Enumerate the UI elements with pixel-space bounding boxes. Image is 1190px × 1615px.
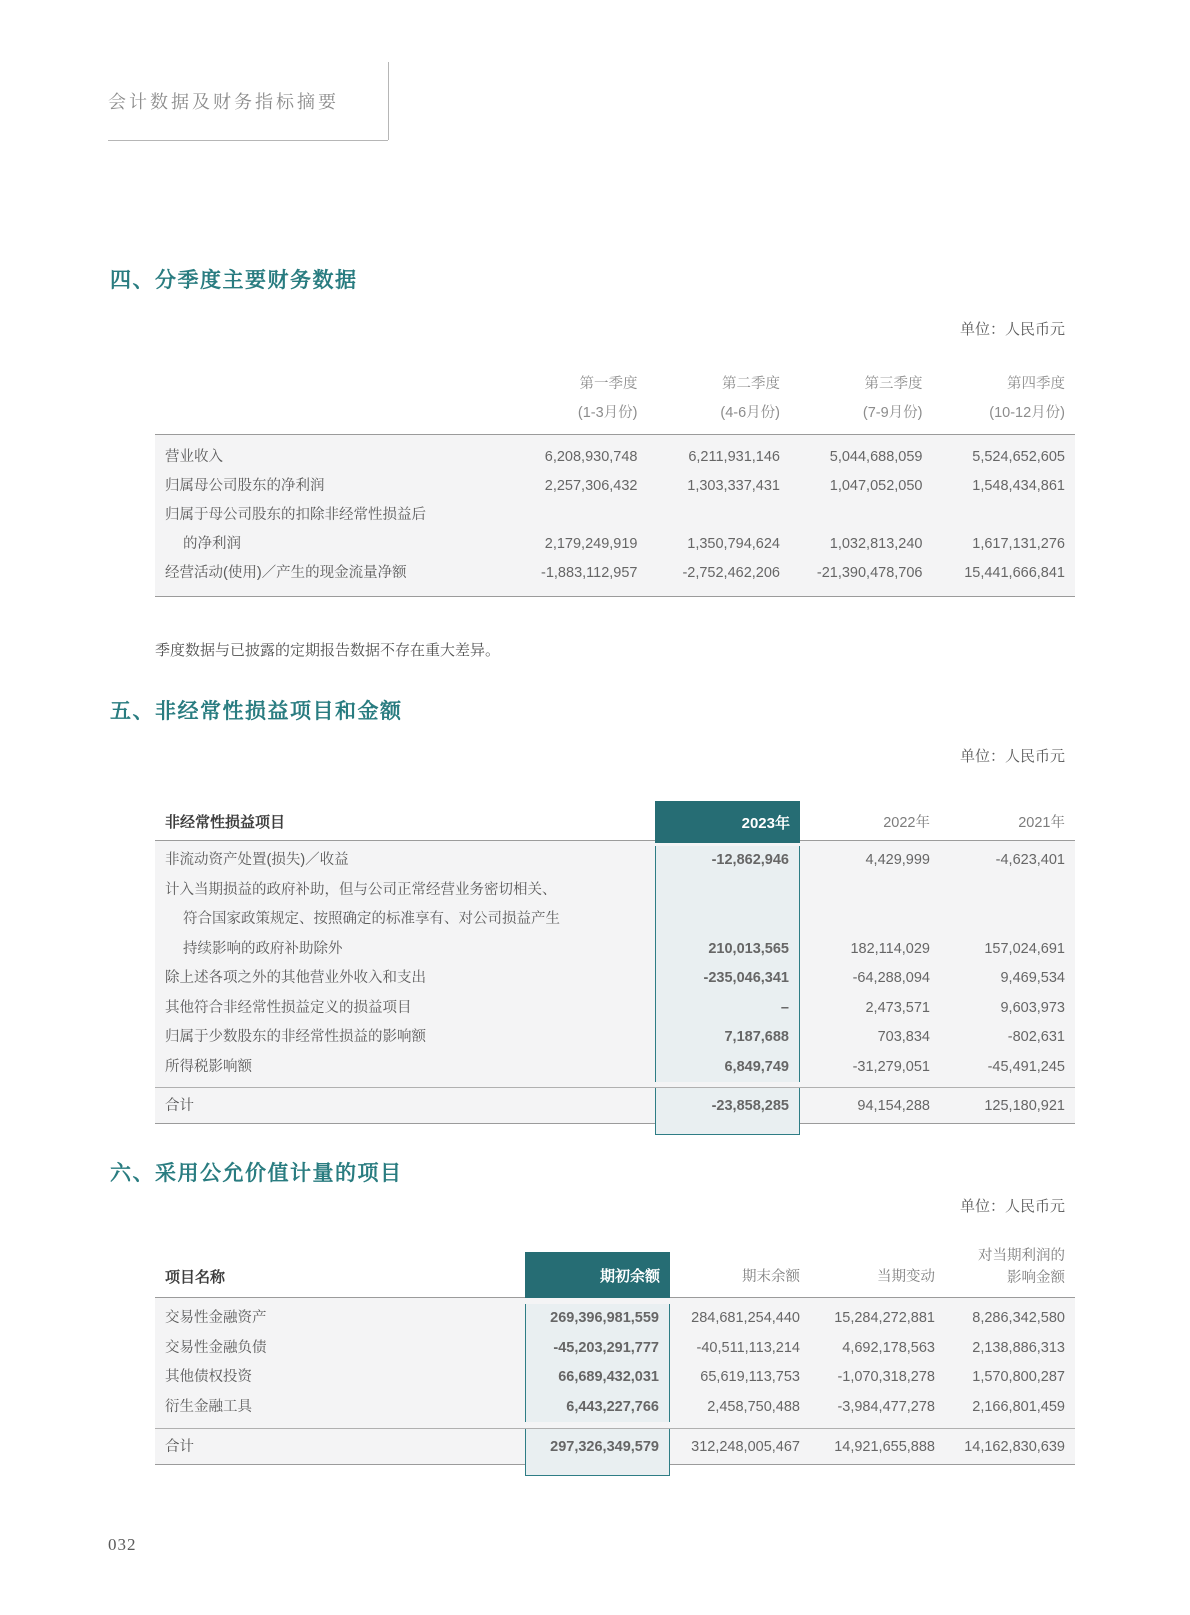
table-row (155, 1363, 1075, 1393)
chapter-title: 会计数据及财务指标摘要 (108, 92, 339, 112)
cell-value: 2,179,249,919 (544, 536, 638, 552)
cell-value: 2,473,571 (865, 999, 930, 1016)
col-header-line: (10-12月份) (989, 405, 1065, 421)
section-6-title: 六、采用公允价值计量的项目 (110, 1161, 403, 1185)
page-number: 032 (108, 1535, 137, 1554)
cell-value: 9,603,973 (1000, 999, 1065, 1016)
unit-label: 单位：人民币元 (959, 748, 1065, 765)
cell-value: 14,921,655,888 (834, 1439, 935, 1455)
cell-value: 2,257,306,432 (544, 478, 638, 494)
cell-value (933, 501, 1076, 530)
cell-value: -45,491,245 (987, 1058, 1065, 1075)
cell-value: 2,458,750,488 (707, 1398, 800, 1415)
cell-value: 6,208,930,748 (544, 449, 638, 465)
cell-label: 持续影响的政府补助除外 (183, 940, 343, 957)
cell-label: 的净利润 (183, 536, 241, 552)
cell-label: 非流动资产处置(损失)／收益 (165, 852, 349, 868)
cell-value: 1,548,434,861 (972, 478, 1065, 494)
col-header-line: 影响金额 (1007, 1270, 1065, 1286)
table-row (155, 846, 1075, 876)
table-row (155, 935, 1075, 965)
table-row (155, 530, 1075, 559)
nonrecurring-table (155, 801, 1075, 1135)
cell-value-2023: 6,849,749 (655, 1053, 800, 1083)
unit-label: 单位：人民币元 (959, 1198, 1065, 1215)
cell-value: -21,390,478,706 (816, 565, 923, 581)
cell-value-2023: 7,187,688 (655, 1023, 800, 1053)
cell-value: 157,024,691 (984, 940, 1065, 957)
cell-value: 15,441,666,841 (964, 565, 1065, 581)
col-header-line: (4-6月份) (720, 405, 780, 421)
cell-value: 2,138,886,313 (972, 1339, 1065, 1356)
cell-value: 1,032,813,240 (829, 536, 923, 552)
cell-value (505, 501, 648, 530)
cell-value: 9,469,534 (1000, 970, 1065, 986)
cell-value: -1,883,112,957 (541, 565, 638, 581)
total-row (155, 1087, 1075, 1124)
col-header-q3 (790, 370, 933, 428)
cell-opening-balance: -45,203,291,777 (525, 1334, 670, 1364)
table-row (155, 1393, 1075, 1423)
cell-label: 归属于母公司股东的扣除非经常性损益后 (165, 507, 426, 523)
cell-value: -64,288,094 (852, 970, 930, 986)
cell-value: 182,114,029 (850, 940, 930, 957)
cell-label: 合计 (165, 1439, 194, 1455)
table-row (155, 964, 1075, 994)
cell-label: 除上述各项之外的其他营业外收入和支出 (165, 970, 426, 986)
cell-value: 312,248,005,467 (691, 1439, 800, 1455)
col-header-period-change: 当期变动 (877, 1269, 935, 1285)
col-header-item-name: 项目名称 (165, 1269, 226, 1286)
cell-value-2023 (655, 905, 800, 935)
quarterly-table-header (155, 370, 1075, 435)
table-row (155, 994, 1075, 1024)
cell-value: 94,154,288 (857, 1098, 930, 1114)
table-row (155, 501, 1075, 530)
cell-value: 1,570,800,287 (972, 1369, 1065, 1385)
cell-value: 1,617,131,276 (972, 536, 1065, 552)
col-header-2021: 2021年 (1018, 815, 1065, 831)
col-header-line: 第四季度 (1007, 376, 1065, 392)
cell-label: 归属于少数股东的非经常性损益的影响额 (165, 1029, 426, 1045)
col-header-line: 第二季度 (722, 376, 780, 392)
cell-value: 284,681,254,440 (691, 1310, 800, 1326)
cell-label: 交易性金融负债 (165, 1339, 267, 1356)
cell-value: 8,286,342,580 (972, 1310, 1065, 1326)
cell-value-2023: -12,862,946 (655, 846, 800, 876)
cell-value: 5,524,652,605 (972, 449, 1065, 465)
fairvalue-table-header (155, 1245, 1075, 1298)
cell-value: 2,166,801,459 (972, 1398, 1065, 1415)
col-header-q1 (505, 370, 648, 428)
col-header-line: 第三季度 (864, 376, 923, 392)
cell-label: 计入当期损益的政府补助，但与公司正常经营业务密切相关、 (165, 881, 557, 898)
cell-value: -3,984,477,278 (837, 1398, 935, 1415)
cell-value-2023: – (655, 994, 800, 1024)
cell-value: -2,752,462,206 (682, 565, 780, 581)
cell-value: -31,279,051 (852, 1058, 930, 1075)
col-header-line: (7-9月份) (862, 405, 923, 421)
cell-value-2023: -23,858,285 (655, 1088, 800, 1125)
cell-value (800, 876, 940, 906)
table-row (155, 1023, 1075, 1053)
header-vertical-divider (388, 62, 389, 140)
unit-label: 单位：人民币元 (959, 321, 1065, 338)
quarterly-note: 季度数据与已披露的定期报告数据不存在重大差异。 (155, 642, 501, 659)
col-header-2023: 2023年 (655, 801, 800, 843)
cell-value: 65,619,113,753 (700, 1369, 800, 1385)
cell-opening-balance: 297,326,349,579 (525, 1429, 670, 1466)
col-header-2022: 2022年 (883, 815, 930, 831)
cell-label: 所得税影响额 (165, 1058, 252, 1075)
fairvalue-table-body (155, 1298, 1075, 1428)
section-5-title: 五、非经常性损益项目和金额 (110, 699, 403, 723)
table-row (155, 905, 1075, 935)
col-header-opening-balance: 期初余额 (525, 1252, 670, 1298)
cell-value: 5,044,688,059 (829, 449, 923, 465)
cell-value (800, 905, 940, 935)
cell-value (790, 501, 933, 530)
quarterly-table (155, 370, 1075, 597)
highlight-column-tail (655, 1124, 800, 1135)
cell-value-2023: -235,046,341 (655, 964, 800, 994)
cell-value: 1,303,337,431 (687, 478, 780, 494)
cell-label: 其他符合非经常性损益定义的损益项目 (165, 999, 412, 1016)
nonrecurring-table-header (155, 801, 1075, 841)
cell-value: 15,284,272,881 (834, 1310, 935, 1326)
cell-opening-balance: 269,396,981,559 (525, 1304, 670, 1334)
total-row (155, 1428, 1075, 1465)
cell-value: 4,429,999 (865, 852, 930, 868)
table-row (155, 1053, 1075, 1083)
cell-value-2023 (655, 876, 800, 906)
cell-label: 其他债权投资 (165, 1369, 252, 1385)
col-header-q4 (933, 370, 1076, 428)
cell-value: 1,047,052,050 (829, 478, 923, 494)
col-header-q2 (648, 370, 791, 428)
cell-label: 归属母公司股东的净利润 (165, 478, 325, 494)
cell-value-2023: 210,013,565 (655, 935, 800, 965)
cell-value (648, 501, 791, 530)
cell-value: -802,631 (1007, 1029, 1065, 1045)
cell-label: 交易性金融资产 (165, 1310, 267, 1326)
col-header-item: 非经常性损益项目 (165, 814, 286, 831)
cell-label: 衍生金融工具 (165, 1398, 252, 1415)
cell-label: 合计 (165, 1098, 194, 1114)
cell-value: 1,350,794,624 (687, 536, 780, 552)
cell-value (940, 905, 1075, 935)
table-row (155, 472, 1075, 501)
cell-value: -4,623,401 (995, 852, 1065, 868)
cell-label: 营业收入 (165, 449, 223, 465)
cell-label: 经营活动(使用)／产生的现金流量净额 (165, 565, 407, 581)
col-header-closing-balance: 期末余额 (742, 1269, 800, 1285)
quarterly-table-body (155, 435, 1075, 597)
table-row (155, 443, 1075, 472)
col-header-profit-impact (945, 1245, 1075, 1297)
nonrecurring-table-body (155, 841, 1075, 1087)
table-row (155, 876, 1075, 906)
cell-value (940, 876, 1075, 906)
section-4-title: 四、分季度主要财务数据 (110, 268, 358, 292)
highlight-column-tail (525, 1465, 670, 1476)
col-header-line: (1-3月份) (577, 405, 638, 421)
cell-value: 125,180,921 (984, 1098, 1065, 1114)
header-horizontal-rule (108, 140, 388, 141)
table-row (155, 1304, 1075, 1334)
cell-value: 703,834 (877, 1029, 930, 1045)
cell-value: -1,070,318,278 (837, 1369, 935, 1385)
table-row (155, 1334, 1075, 1364)
cell-value: 14,162,830,639 (964, 1439, 1065, 1455)
col-header-line: 对当期利润的 (978, 1248, 1065, 1264)
cell-value: 4,692,178,563 (842, 1339, 935, 1356)
cell-opening-balance: 6,443,227,766 (525, 1393, 670, 1423)
cell-header-empty (155, 370, 505, 428)
cell-label: 符合国家政策规定、按照确定的标准享有、对公司损益产生 (183, 911, 560, 927)
cell-opening-balance: 66,689,432,031 (525, 1363, 670, 1393)
cell-value: -40,511,113,214 (696, 1339, 800, 1356)
col-header-line: 第一季度 (579, 376, 638, 392)
table-row (155, 559, 1075, 588)
cell-value: 6,211,931,146 (688, 449, 780, 465)
fairvalue-table (155, 1245, 1075, 1476)
